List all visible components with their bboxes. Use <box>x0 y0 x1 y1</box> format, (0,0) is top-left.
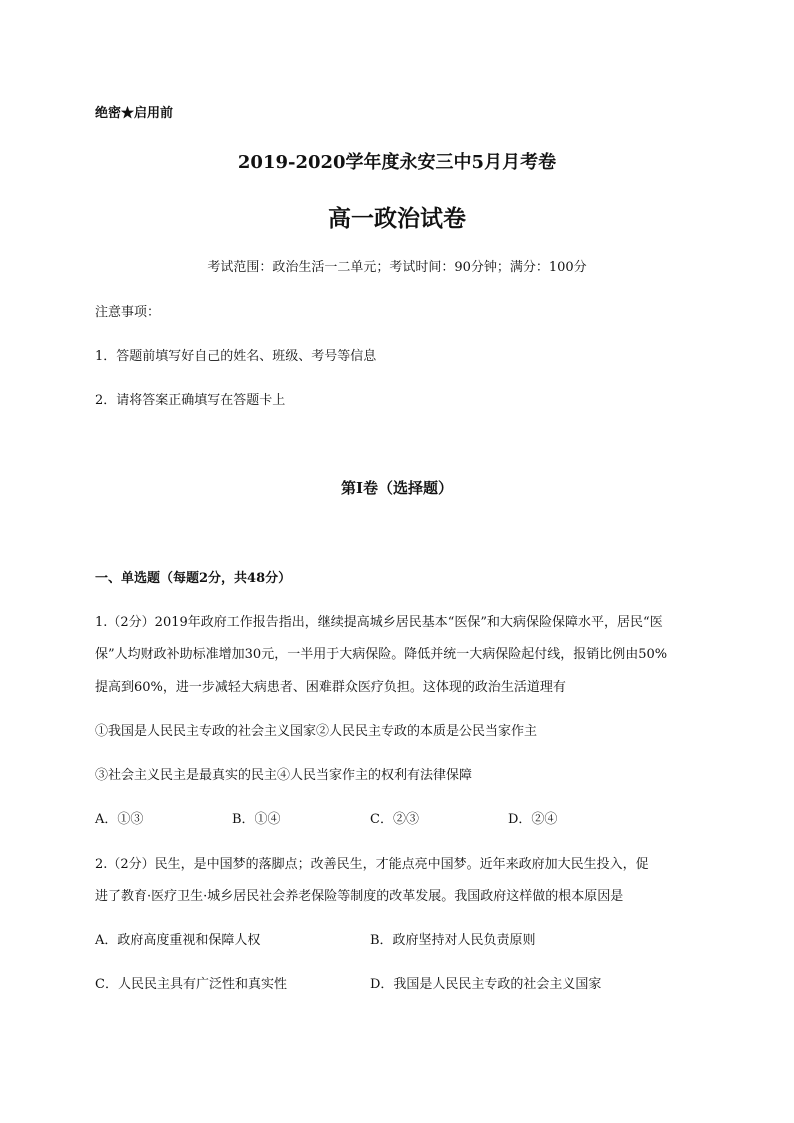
question-1-option-c: C．②③ <box>370 812 419 827</box>
question-1-option-a: A．①③ <box>95 812 144 827</box>
notes-heading: 注意事项： <box>95 305 161 320</box>
question-1-text-line: 1.（2分）2019年政府工作报告指出，继续提高城乡居民基本“医保”和大病保险保障水平，居民“医 <box>95 615 663 630</box>
question-2-text-line: 进了教育·医疗卫生·城乡居民社会养老保险等制度的改革发展。我国政府这样做的根本原因是 <box>95 889 624 904</box>
note-item: 1．答题前填写好自己的姓名、班级、考号等信息 <box>95 349 377 364</box>
part-title: 第I卷（选择题） <box>340 479 454 497</box>
secret-label: 绝密★启用前 <box>95 106 174 121</box>
question-1-option-b: B．①④ <box>232 812 281 827</box>
exam-info: 考试范围：政治生活一二单元；考试时间：90分钟；满分：100分 <box>207 260 587 275</box>
exam-main-title: 高一政治试卷 <box>328 205 466 232</box>
question-1-statement: ①我国是人民民主专政的社会主义国家②人民民主专政的本质是公民当家作主 <box>95 724 538 739</box>
question-2-option-b: B．政府坚持对人民负责原则 <box>370 933 536 948</box>
question-2-text-line: 2.（2分）民生，是中国梦的落脚点；改善民生，才能点亮中国梦。近年来政府加大民生投入，促 <box>95 857 649 872</box>
note-item: 2．请将答案正确填写在答题卡上 <box>95 393 286 408</box>
question-1-text-line: 保”人均财政补助标准增加30元，一半用于大病保险。降低并统一大病保险起付线，报销比例由50% <box>95 647 668 662</box>
question-2-option-c: C．人民民主具有广泛性和真实性 <box>95 977 287 992</box>
question-1-statement: ③社会主义民主是最真实的民主④人民当家作主的权利有法律保障 <box>95 768 473 783</box>
exam-year-title: 2019-2020学年度永安三中5月月考卷 <box>237 152 557 173</box>
question-2-option-d: D．我国是人民民主专政的社会主义国家 <box>370 977 602 992</box>
question-2-option-a: A．政府高度重视和保障人权 <box>95 933 261 948</box>
question-1-text-line: 提高到60%，进一步减轻大病患者、困难群众医疗负担。这体现的政治生活道理有 <box>95 680 566 695</box>
section-heading: 一、单选题（每题2分，共48分） <box>95 571 292 586</box>
question-1-option-d: D．②④ <box>508 812 558 827</box>
